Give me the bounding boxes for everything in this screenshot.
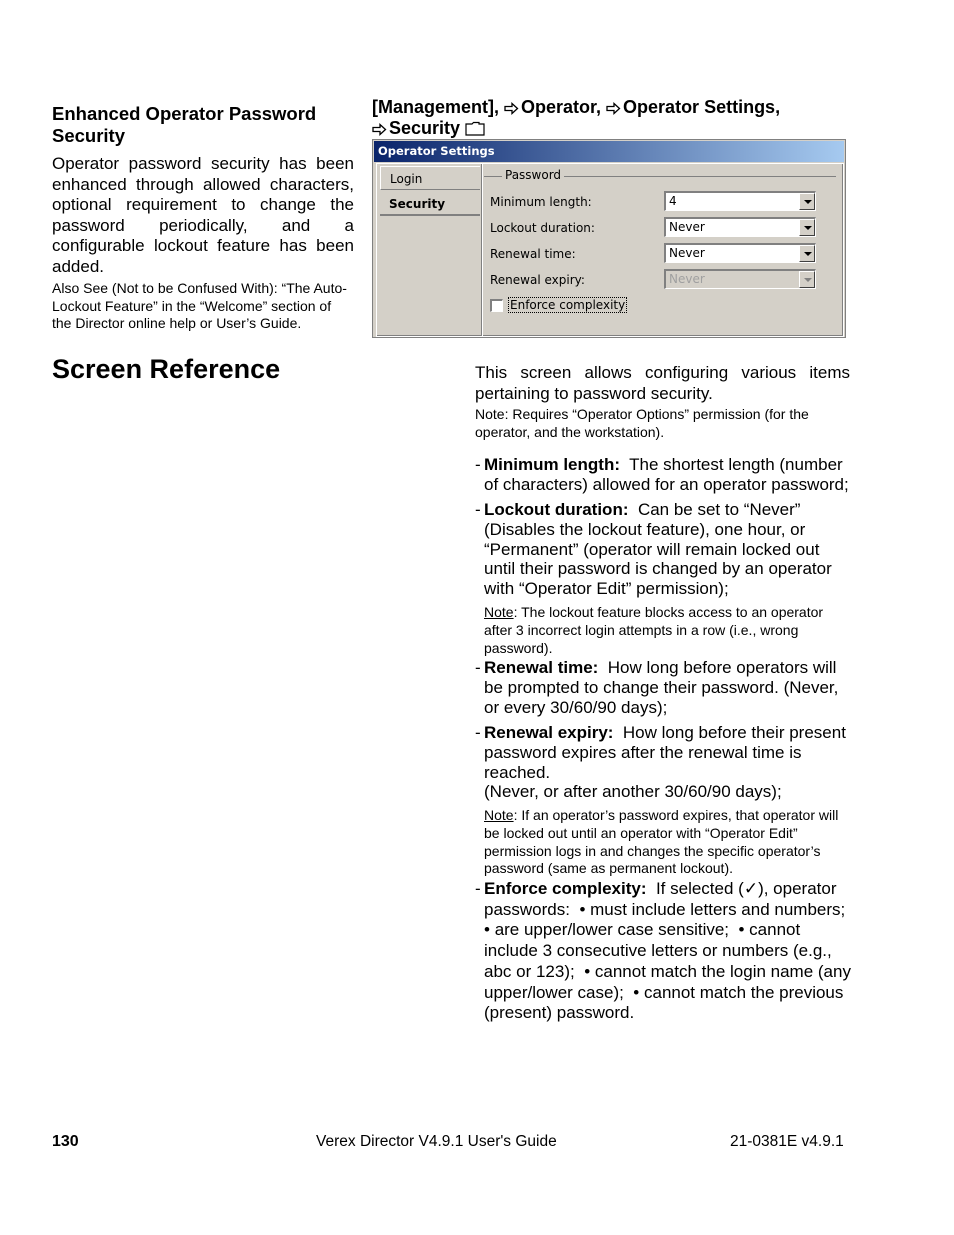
- lockout-note: [484, 604, 850, 657]
- permission-note: Note: Requires “Operator Options” permission (for the operator, and the workstation).: [475, 406, 809, 440]
- footer-title: Verex Director V4.9.1 User's Guide: [316, 1133, 557, 1150]
- renewal-expiry-value: Never: [669, 272, 705, 286]
- arrow-right-icon: [504, 102, 519, 115]
- page-number: 130: [52, 1133, 79, 1150]
- renewal-time-select[interactable]: [664, 243, 816, 263]
- bullet-text: cannot match the previous (present) password.: [484, 982, 844, 1023]
- chevron-down-icon[interactable]: [799, 219, 815, 236]
- list-item-renewal-time: - Renewal time: How long before operators will be prompted to change their password. (Never, or every 30/60/90 days);: [475, 658, 839, 717]
- item-label: Renewal time:: [484, 658, 599, 677]
- arrow-right-icon: [606, 102, 621, 115]
- folder-icon: [465, 121, 485, 136]
- item-label: Enforce complexity:: [484, 879, 647, 898]
- chevron-down-icon[interactable]: [799, 193, 815, 210]
- document-code: 21-0381E v4.9.1: [730, 1133, 844, 1150]
- path-part-management: [Management],: [372, 97, 505, 117]
- bullet-icon: •: [484, 920, 490, 940]
- minimum-length-value: 4: [669, 194, 677, 208]
- screen-description: This screen allows configuring various items pertaining to password security.: [475, 363, 850, 403]
- renewal-time-value: Never: [669, 246, 705, 260]
- path-part-security: Security: [389, 118, 461, 138]
- renewal-time-label: Renewal time:: [490, 247, 576, 261]
- tab-login[interactable]: Login: [380, 166, 480, 190]
- screen-reference-heading: Screen Reference: [52, 354, 281, 384]
- list-item-minimum-length: - Minimum length: The shortest length (number of characters) allowed for an operator password;: [475, 455, 849, 494]
- chevron-down-icon: [799, 271, 815, 288]
- bullet-text: must include letters and numbers;: [590, 899, 846, 919]
- menu-path-heading: [372, 97, 852, 139]
- chevron-down-icon[interactable]: [799, 245, 815, 262]
- minimum-length-label: Minimum length:: [490, 195, 592, 209]
- section-title: Enhanced Operator Password Security: [52, 103, 317, 146]
- bullet-text: cannot match the login name (any upper/lower case);: [484, 961, 851, 1002]
- checkmark-icon: ✓: [743, 879, 759, 898]
- bullet-text: cannot include 3 consecutive letters or numbers (e.g., abc or 123);: [484, 920, 832, 981]
- window-body: [376, 163, 844, 337]
- tab-security[interactable]: Security: [380, 192, 480, 216]
- list-item-renewal-expiry: - Renewal expiry: How long before their present password expires after the renewal time is reached. (Never, or after another 30/60/90 days);: [475, 723, 846, 802]
- renewal-expiry-label: Renewal expiry:: [490, 273, 585, 287]
- note-label: Note: [484, 807, 514, 823]
- lockout-duration-value: Never: [669, 220, 705, 234]
- list-item-lockout-duration: - Lockout duration: Can be set to “Never” (Disables the lockout feature), one hour, or “Permanent” (operator will remain locked out until their password is changed by an operator with “Operator Edit” permission);: [475, 500, 832, 599]
- bullet-icon: •: [633, 982, 640, 1002]
- also-see-note: Also See (Not to be Confused With): “The Auto-Lockout Feature” in the “Welcome” section of the Director online help or User’s Guide.: [52, 280, 347, 331]
- list-item-enforce-complexity: - Enforce complexity: If selected (✓), operator passwords: • must include letters and numbers; • are upper/lower case sensitive; • cannot include 3 consecutive letters or numbers (e.g., abc or 123); • cannot match the login name (any upper/lower case); • cannot match the previous (present) password.: [475, 879, 851, 1023]
- window-title: Operator Settings: [374, 141, 844, 162]
- minimum-length-select[interactable]: [664, 191, 816, 211]
- item-text: Can be set to “Never” (Disables the lockout feature), one hour, or “Permanent” (operator will remain locked out until their password is changed by an operator with “Operator Edit” permission);: [484, 500, 832, 599]
- tab-divider: [481, 164, 483, 336]
- intro-paragraph: Operator password security has been enhanced through allowed characters, optional requirement to change the password periodically, and a configurable lockout feature has been added.: [52, 154, 354, 276]
- note-label: Note: [484, 604, 514, 620]
- enforce-complexity-label[interactable]: Enforce complexity: [510, 298, 626, 312]
- lockout-duration-label: Lockout duration:: [490, 221, 595, 235]
- expiry-note: [484, 807, 850, 878]
- item-text: How long before their present password expires after the renewal time is reached.: [484, 723, 846, 782]
- item-text: ), operator passwords:: [484, 879, 837, 919]
- item-label: Lockout duration:: [484, 500, 629, 519]
- bullet-icon: •: [738, 920, 745, 940]
- item-label: Renewal expiry:: [484, 723, 614, 742]
- item-text: The shortest length (number of characters) allowed for an operator password;: [484, 455, 849, 494]
- lockout-duration-select[interactable]: [664, 217, 816, 237]
- enforce-complexity-checkbox[interactable]: [490, 299, 503, 312]
- bullet-icon: •: [584, 961, 591, 981]
- arrow-right-icon: [372, 123, 387, 136]
- item-label: Minimum length:: [484, 455, 620, 474]
- note-text: : The lockout feature blocks access to an operator after 3 incorrect login attempts in a row (i.e., wrong password).: [484, 604, 824, 656]
- path-part-operator: Operator,: [521, 97, 607, 117]
- bullet-icon: •: [579, 899, 586, 919]
- renewal-expiry-select: [664, 269, 816, 289]
- item-text: How long before operators will be prompted to change their password. (Never, or every 30/60/90 days);: [484, 658, 839, 717]
- note-text: : If an operator’s password expires, that operator will be locked out until an operator with “Operator Edit” permission logs in and changes the specific operator’s password (same as permanent lockout).: [484, 807, 839, 877]
- item-text: If selected (: [655, 879, 744, 898]
- operator-settings-window: [372, 139, 846, 338]
- password-group-label: Password: [502, 168, 564, 182]
- path-part-operator-settings: Operator Settings,: [623, 97, 781, 117]
- item-text-secondary: (Never, or after another 30/60/90 days);: [484, 782, 782, 802]
- bullet-text: are upper/lower case sensitive;: [494, 920, 730, 940]
